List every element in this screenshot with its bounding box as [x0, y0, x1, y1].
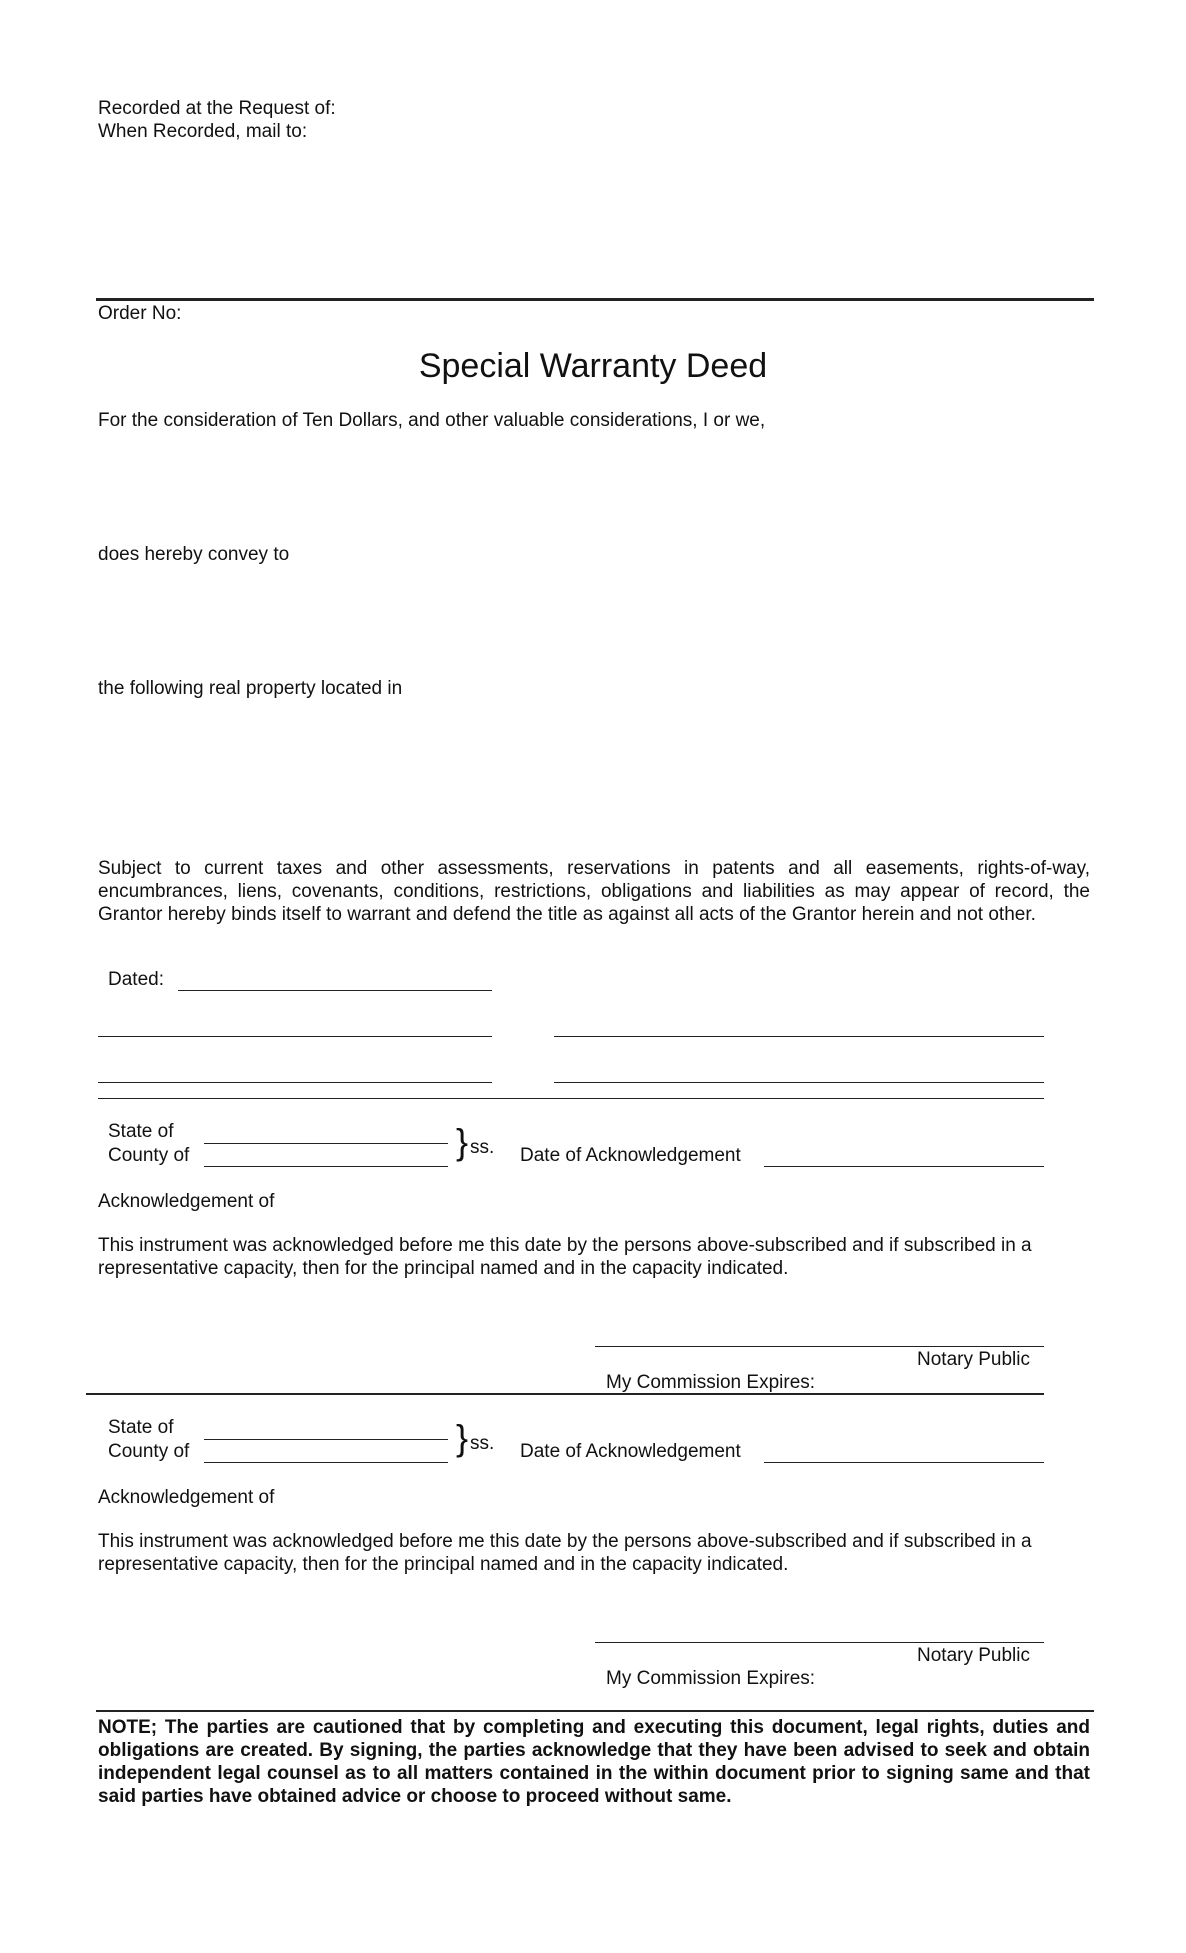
signature-line-4[interactable]: [554, 1082, 1044, 1083]
state-line[interactable]: [204, 1439, 448, 1440]
convey-text: does hereby convey to: [98, 544, 290, 565]
notary-signature-line[interactable]: [595, 1346, 1044, 1347]
brace-glyph: }: [456, 1121, 469, 1162]
date-ack-line[interactable]: [764, 1166, 1044, 1167]
commission-expires-label: My Commission Expires:: [606, 1372, 816, 1393]
consideration-text: For the consideration of Ten Dollars, and other valuable considerations, I or we,: [98, 410, 766, 431]
dated-label: Dated:: [108, 969, 164, 990]
ss-label: ss.: [470, 1137, 495, 1158]
ss-label: ss.: [470, 1433, 495, 1454]
state-line[interactable]: [204, 1143, 448, 1144]
state-label: State of: [108, 1121, 174, 1142]
county-line[interactable]: [204, 1462, 448, 1463]
date-ack-line[interactable]: [764, 1462, 1044, 1463]
legal-note: NOTE; The parties are cautioned that by completing and executing this document, legal rights, duties and obligations are created. By signing, the parties acknowledge that they have been advised to seek and obtain independent legal counsel as to all matters contained in the within document prior to signing same and that said parties have obtained advice or choose to proceed without same.: [98, 1717, 1090, 1807]
document-title: Special Warranty Deed: [418, 347, 768, 385]
notary-public-label: Notary Public: [917, 1645, 1030, 1666]
notary-signature-line[interactable]: [595, 1642, 1044, 1643]
county-line[interactable]: [204, 1166, 448, 1167]
when-recorded-label: When Recorded, mail to:: [98, 121, 308, 142]
header-divider: [96, 298, 1094, 301]
date-ack-label: Date of Acknowledgement: [520, 1441, 741, 1462]
section-divider-2: [86, 1393, 1044, 1395]
date-ack-label: Date of Acknowledgement: [520, 1145, 741, 1166]
order-no-label: Order No:: [98, 303, 182, 324]
state-label: State of: [108, 1417, 174, 1438]
county-label: County of: [108, 1145, 190, 1166]
section-divider-1: [98, 1098, 1044, 1099]
notary-public-label: Notary Public: [917, 1349, 1030, 1370]
brace-glyph: }: [456, 1417, 469, 1458]
county-label: County of: [108, 1441, 190, 1462]
property-location-text: the following real property located in: [98, 678, 403, 699]
signature-line-3[interactable]: [98, 1082, 492, 1083]
ack-of-label: Acknowledgement of: [98, 1191, 275, 1212]
commission-expires-label: My Commission Expires:: [606, 1668, 816, 1689]
ack-statement: This instrument was acknowledged before me this date by the persons above-subscribed and if subscribed in a representative capacity, then for the principal named and in the capacity indicated.: [98, 1531, 1032, 1575]
signature-line-2[interactable]: [554, 1036, 1044, 1037]
subject-to-paragraph: Subject to current taxes and other assessments, reservations in patents and all easements, rights-of-way, encumbrances, liens, covenants, conditions, restrictions, obligations and liabilities as may appear of record, the Grantor hereby binds itself to warrant and defend the title as against all acts of the Grantor herein and not other.: [98, 858, 1090, 925]
note-divider: [96, 1710, 1094, 1712]
dated-line[interactable]: [178, 990, 492, 991]
recorded-request-label: Recorded at the Request of:: [98, 98, 336, 119]
ack-statement: This instrument was acknowledged before me this date by the persons above-subscribed and if subscribed in a representative capacity, then for the principal named and in the capacity indicated.: [98, 1235, 1032, 1279]
signature-line-1[interactable]: [98, 1036, 492, 1037]
ack-of-label: Acknowledgement of: [98, 1487, 275, 1508]
